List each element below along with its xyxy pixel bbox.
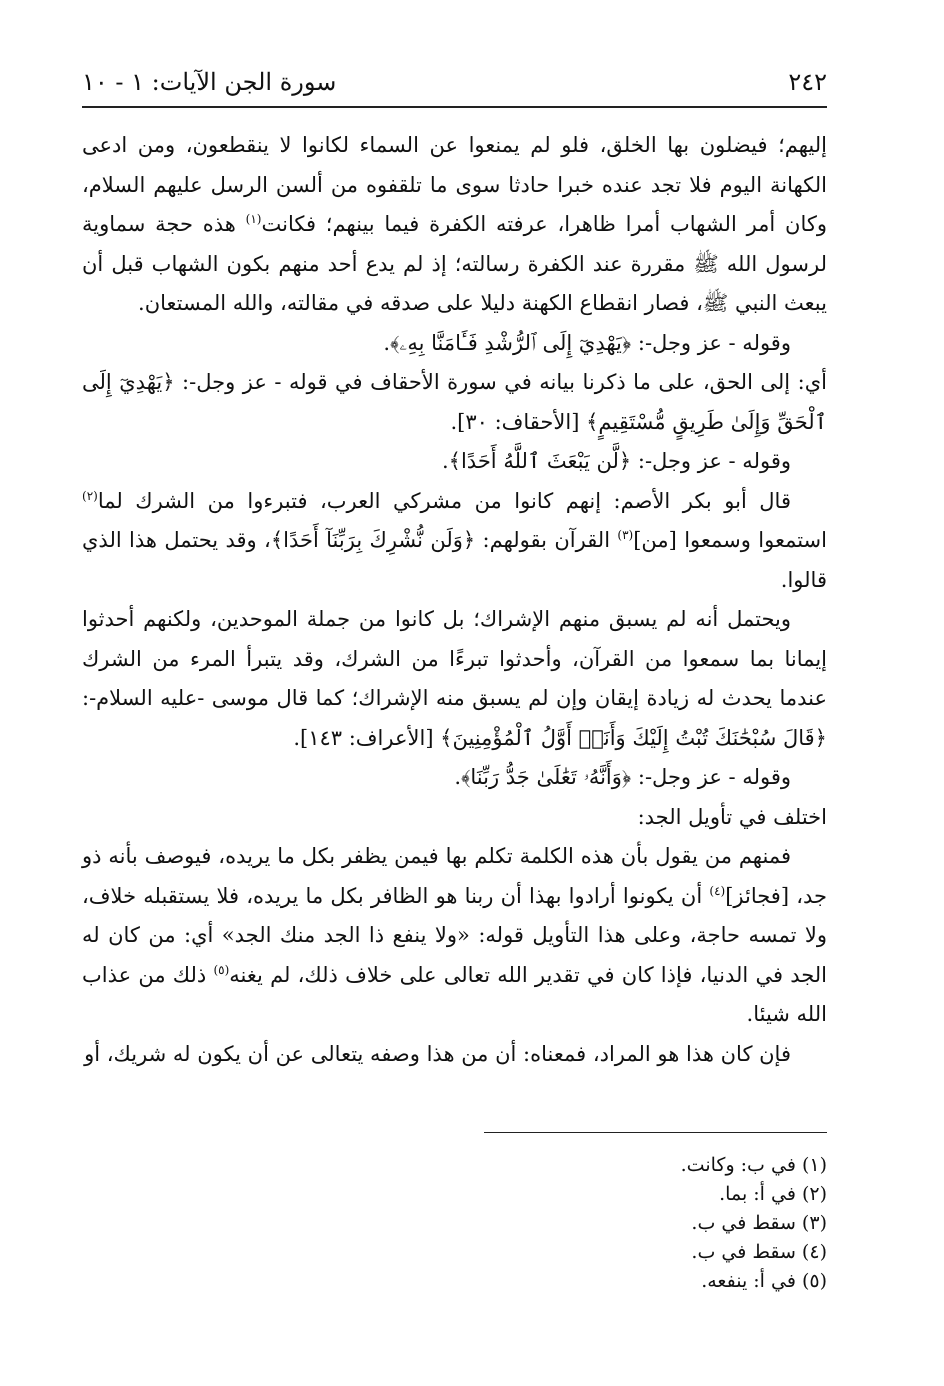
footnote-5: (٥) في أ: ينفعه. — [701, 1270, 827, 1292]
footnote-1: (١) في ب: وكانت. — [680, 1154, 827, 1176]
paragraph-5: قال أبو بكر الأصم: إنهم كانوا من مشركي العرب، فتبرءوا من الشرك لما$^{(٢)}$ استمعوا وسمعوا [من]$^{(٣)}$ القرآن بقولهم: ﴿وَلَن نُّشْرِكَ بِرَبِّنَآ أَحَدًا﴾، وقد يحتمل هذا الذي قالوا. — [82, 488, 827, 592]
paragraph-1: إليهم؛ فيضلون بها الخلق، فلو لم يمنعوا عن السماء لكانوا لا ينقطعون، ومن ادعى الكهانة اليوم فلا تجد عنده خبرا حادثا سوى ما تلقفوه من ألسن الرسل عليهم السلام، وكان أمر الشهاب أمرا ظاهرا، عرفته الكفرة فيما بينهم؛ فكانت$^{(١)}$ هذه حجة سماوية لرسول الله ﷺ مقررة عند الكفرة رسالته؛ إذ لم يدع أحد منهم بكون الشهاب قبل أن يبعث النبي ﷺ، فصار انقطاع الكهنة دليلا على صدقه في مقالته، والله المستعان. — [82, 133, 827, 315]
paragraph-6: ويحتمل أنه لم يسبق منهم الإشراك؛ بل كانوا من جملة الموحدين، ولكنهم أحدثوا إيمانا بما سمعوا من القرآن، وأحدثوا تبرءًا من الشرك، وقد يتبرأ المرء من الشرك عندما يحدث له زيادة إيقان وإن لم يسبق منه الإشراك؛ كما قال موسى -عليه السلام-: ﴿قَالَ سُبْحَٰنَكَ تُبْتُ إِلَيْكَ وَأَنَا۠ أَوَّلُ ٱلْمُؤْمِنِينَ﴾ [الأعراف: ١٤٣]. — [82, 607, 827, 750]
paragraph-9: فمنهم من يقول بأن هذه الكلمة تكلم بها فيمن يظفر بكل ما يريده، فيوصف بأنه ذو جد، [فجائز]$^{(٤)}$ أن يكونوا أرادوا بهذا أن ربنا هو الظافر بكل ما يريده، فلا يستقبله خلاف، ولا تمسه حاجة، وعلى هذا التأويل قوله: «ولا ينفع ذا الجد منك الجد» أي: من كان له الجد في الدنيا، فإذا كان في تقدير الله تعالى على خلاف ذلك، لم يغنه$^{(٥)}$ ذلك من عذاب الله شيئا. — [82, 844, 827, 1026]
page-header — [82, 62, 827, 108]
running-title: سورة الجن الآيات: ١ - ١٠ — [82, 68, 337, 96]
paragraph-3: أي: إلى الحق، على ما ذكرنا بيانه في سورة الأحقاف في قوله - عز وجل-: ﴿يَهْدِيٓ إِلَى ٱلْحَقِّ وَإِلَىٰ طَرِيقٍ مُّسْتَقِيمٍ﴾ [الأحقاف: ٣٠]. — [82, 370, 827, 434]
footnote-ref-1: (١) — [245, 212, 262, 226]
footnote-4: (٤) سقط في ب. — [691, 1241, 827, 1263]
paragraph-10: فإن كان هذا هو المراد، فمعناه: أن من هذا وصفه يتعالى عن أن يكون له شريك، أو — [84, 1041, 791, 1066]
footnotes — [82, 1151, 827, 1296]
page-number: ٢٤٢ — [788, 68, 827, 96]
footnote-3: (٣) سقط في ب. — [691, 1212, 827, 1234]
footnote-ref-3: (٣) — [617, 528, 634, 542]
paragraph-8: اختلف في تأويل الجد: — [637, 804, 827, 829]
footnote-ref-5: (٥) — [213, 962, 230, 977]
paragraph-4: وقوله - عز وجل-: ﴿لَّن يَبْعَثَ ٱللَّهُ أَحَدًا﴾. — [441, 449, 791, 473]
main-text — [82, 126, 827, 1074]
footnote-divider — [484, 1132, 827, 1133]
paragraph-7: وقوله - عز وجل-: ﴿وَأَنَّهُۥ تَعَٰلَىٰ جَدُّ رَبِّنَا﴾. — [454, 765, 791, 789]
footnote-2: (٢) في أ: بما. — [719, 1183, 827, 1205]
paragraph-2: وقوله - عز وجل-: ﴿يَهْدِيٓ إِلَى ٱلرُّشْدِ فَـَٔامَنَّا بِهِۦ﴾. — [383, 330, 791, 355]
footnote-ref-4: (٤) — [709, 883, 726, 898]
footnote-ref-2: (٢) — [82, 488, 98, 503]
